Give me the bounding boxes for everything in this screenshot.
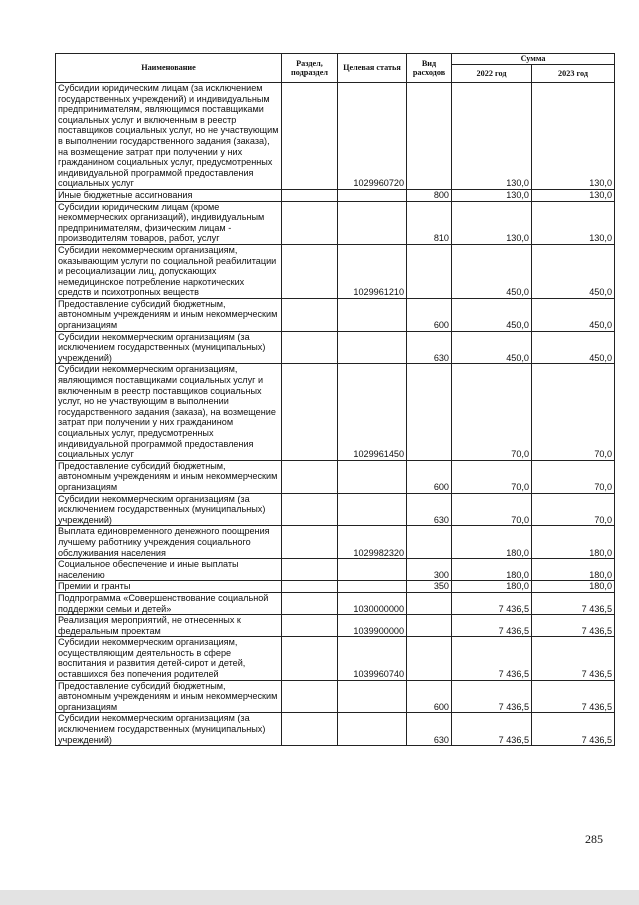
row-value-2022: 7 436,5 [452, 680, 532, 713]
row-value-2023: 450,0 [532, 244, 615, 298]
row-section [282, 581, 338, 593]
table-row [56, 460, 615, 493]
row-value-2022: 7 436,5 [452, 637, 532, 680]
table-row [56, 615, 615, 637]
table-row [56, 680, 615, 713]
row-type: 800 [407, 189, 452, 201]
row-section [282, 637, 338, 680]
row-value-2023: 7 436,5 [532, 680, 615, 713]
row-section [282, 189, 338, 201]
row-target [338, 713, 407, 746]
row-type: 630 [407, 493, 452, 526]
header-type: Вид расходов [407, 54, 452, 83]
row-target: 1039960740 [338, 637, 407, 680]
row-name: Субсидии некоммерческим организациям (за исключением государственных (муниципальных) учреждений) [56, 713, 282, 746]
row-section [282, 559, 338, 581]
row-name: Субсидии некоммерческим организациям (за исключением государственных (муниципальных) учреждений) [56, 331, 282, 364]
table-row [56, 201, 615, 244]
row-target: 1039900000 [338, 615, 407, 637]
row-name: Субсидии юридическим лицам (за исключением государственных учреждений) и индивидуальным предпринимателям, являющимся поставщиками социальных услуг и включенным в реестр поставщиков социальных услуг, но не участвующим в выполнении государственного задания (заказа), на возмещение затрат при получении у них гражданином социальных услуг, предусмотренных индивидуальной программой предоставления социальных услуг [56, 83, 282, 190]
row-section [282, 83, 338, 190]
row-type [407, 637, 452, 680]
row-name: Предоставление субсидий бюджетным, автономным учреждениям и иным некоммерческим организациям [56, 460, 282, 493]
row-value-2023: 130,0 [532, 201, 615, 244]
row-type: 350 [407, 581, 452, 593]
row-value-2023: 70,0 [532, 460, 615, 493]
header-year-2023: 2023 год [532, 65, 615, 83]
budget-table [55, 53, 615, 746]
row-type: 630 [407, 713, 452, 746]
row-target [338, 460, 407, 493]
table-body [56, 83, 615, 746]
row-value-2022: 180,0 [452, 559, 532, 581]
row-name: Субсидии юридическим лицам (кроме некоммерческих организаций), индивидуальным предпринимателям, физическим лицам - производителям товаров, работ, услуг [56, 201, 282, 244]
row-target: 1030000000 [338, 592, 407, 614]
row-section [282, 298, 338, 331]
row-value-2023: 70,0 [532, 364, 615, 460]
row-value-2023: 180,0 [532, 559, 615, 581]
table-row [56, 298, 615, 331]
row-target [338, 331, 407, 364]
row-value-2022: 7 436,5 [452, 713, 532, 746]
header-target: Целевая статья [338, 54, 407, 83]
row-value-2023: 7 436,5 [532, 592, 615, 614]
row-section [282, 713, 338, 746]
table-row [56, 713, 615, 746]
table-row [56, 83, 615, 190]
row-name: Реализация мероприятий, не отнесенных к федеральным проектам [56, 615, 282, 637]
header-section: Раздел, подраздел [282, 54, 338, 83]
row-value-2022: 130,0 [452, 201, 532, 244]
row-type [407, 244, 452, 298]
table-row [56, 637, 615, 680]
row-value-2023: 180,0 [532, 581, 615, 593]
row-target: 1029961450 [338, 364, 407, 460]
row-section [282, 526, 338, 559]
row-name: Выплата единовременного денежного поощрения лучшему работнику учреждения социального обслуживания населения [56, 526, 282, 559]
table-row [56, 189, 615, 201]
row-target: 1029960720 [338, 83, 407, 190]
row-value-2023: 130,0 [532, 189, 615, 201]
row-section [282, 460, 338, 493]
table-row [56, 493, 615, 526]
row-target: 1029982320 [338, 526, 407, 559]
scan-edge [0, 890, 639, 905]
row-name: Субсидии некоммерческим организациям, осуществляющим деятельность в сфере воспитания и развития детей-сирот и детей, оставшихся без попечения родителей [56, 637, 282, 680]
row-section [282, 331, 338, 364]
row-value-2022: 70,0 [452, 460, 532, 493]
table-row [56, 581, 615, 593]
row-section [282, 680, 338, 713]
row-name: Субсидии некоммерческим организациям, оказывающим услуги по социальной реабилитации и ресоциализации лиц, допускающих немедицинское потребление наркотических средств и психотропных веществ [56, 244, 282, 298]
row-value-2022: 70,0 [452, 364, 532, 460]
row-section [282, 201, 338, 244]
row-value-2023: 450,0 [532, 298, 615, 331]
header-year-2022: 2022 год [452, 65, 532, 83]
row-target [338, 189, 407, 201]
row-name: Социальное обеспечение и иные выплаты населению [56, 559, 282, 581]
table-header [56, 54, 615, 83]
table-row [56, 592, 615, 614]
table-row [56, 244, 615, 298]
row-value-2023: 180,0 [532, 526, 615, 559]
row-type [407, 615, 452, 637]
row-value-2022: 180,0 [452, 526, 532, 559]
row-value-2022: 7 436,5 [452, 615, 532, 637]
table-row [56, 526, 615, 559]
row-value-2022: 450,0 [452, 298, 532, 331]
row-name: Предоставление субсидий бюджетным, автономным учреждениям и иным некоммерческим организациям [56, 298, 282, 331]
table-row [56, 331, 615, 364]
row-name: Предоставление субсидий бюджетным, автономным учреждениям и иным некоммерческим организациям [56, 680, 282, 713]
row-target [338, 201, 407, 244]
row-target [338, 559, 407, 581]
row-type [407, 526, 452, 559]
row-name: Субсидии некоммерческим организациям (за исключением государственных (муниципальных) учреждений) [56, 493, 282, 526]
row-target [338, 298, 407, 331]
row-type: 810 [407, 201, 452, 244]
row-target: 1029961210 [338, 244, 407, 298]
header-name: Наименование [56, 54, 282, 83]
row-value-2022: 130,0 [452, 83, 532, 190]
row-value-2022: 180,0 [452, 581, 532, 593]
row-type [407, 592, 452, 614]
table-row [56, 559, 615, 581]
row-type: 630 [407, 331, 452, 364]
row-type [407, 83, 452, 190]
row-value-2023: 130,0 [532, 83, 615, 190]
row-type: 600 [407, 298, 452, 331]
row-section [282, 615, 338, 637]
row-type: 600 [407, 680, 452, 713]
row-value-2022: 70,0 [452, 493, 532, 526]
row-target [338, 493, 407, 526]
row-value-2022: 450,0 [452, 331, 532, 364]
row-value-2022: 7 436,5 [452, 592, 532, 614]
row-value-2022: 450,0 [452, 244, 532, 298]
row-value-2023: 7 436,5 [532, 615, 615, 637]
row-section [282, 244, 338, 298]
row-value-2022: 130,0 [452, 189, 532, 201]
row-type: 300 [407, 559, 452, 581]
row-name: Подпрограмма «Совершенствование социальной поддержки семьи и детей» [56, 592, 282, 614]
table-row [56, 364, 615, 460]
row-value-2023: 7 436,5 [532, 637, 615, 680]
header-sum: Сумма [452, 54, 615, 65]
page-number: 285 [585, 832, 603, 846]
row-name: Премии и гранты [56, 581, 282, 593]
row-value-2023: 70,0 [532, 493, 615, 526]
row-type [407, 364, 452, 460]
row-value-2023: 7 436,5 [532, 713, 615, 746]
row-type: 600 [407, 460, 452, 493]
row-section [282, 493, 338, 526]
row-target [338, 680, 407, 713]
row-name: Субсидии некоммерческим организациям, являющимся поставщиками социальных услуг и включенным в реестр поставщиков социальных услуг, но не участвующим в выполнении государственного задания (заказа), на возмещение затрат при получении у них гражданином социальных услуг, предусмотренных индивидуальной программой предоставления социальных услуг [56, 364, 282, 460]
row-target [338, 581, 407, 593]
row-name: Иные бюджетные ассигнования [56, 189, 282, 201]
row-value-2023: 450,0 [532, 331, 615, 364]
row-section [282, 364, 338, 460]
row-section [282, 592, 338, 614]
